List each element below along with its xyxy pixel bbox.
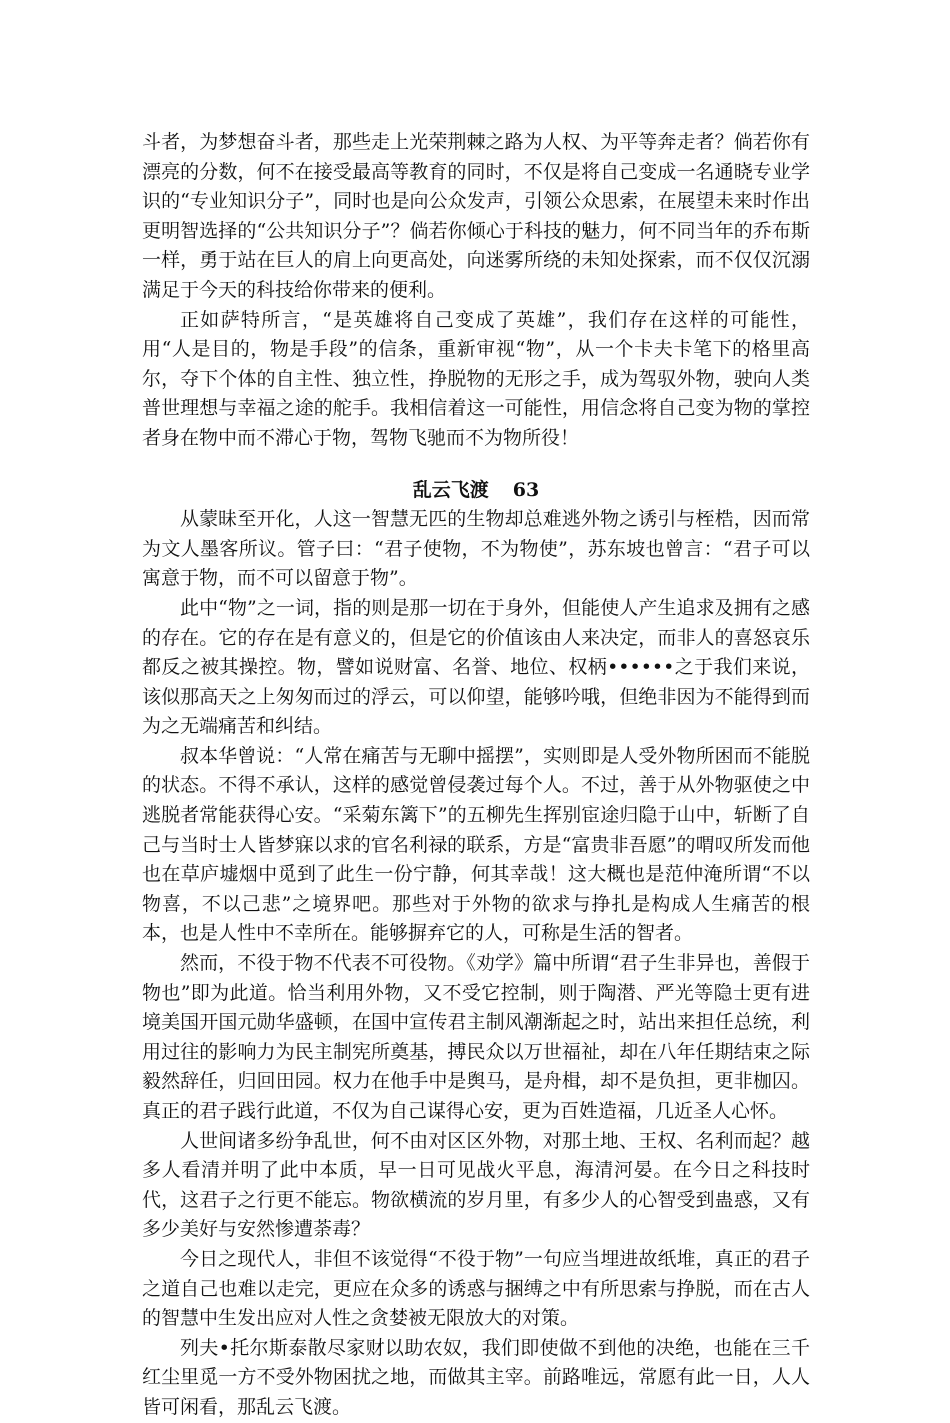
document-page [142, 128, 810, 1423]
essay-title: 乱云飞渡 [412, 478, 489, 501]
essay-paragraph-7: 列夫•托尔斯泰散尽家财以助农奴，我们即使做不到他的决绝，也能在三千红尘里觅一方不受外物困扰之地，而做其主宰。前路唯远，常愿有此一日，人人皆可闲看，那乱云飞渡。 [142, 1336, 810, 1418]
essay-paragraph-5: 人世间诸多纷争乱世，何不由对区区外物，对那土地、王权、名利而起？越多人看清并明了此中本质，早一日可见战火平息，海清河晏。在今日之科技时代，这君子之行更不能忘。物欲横流的岁月里，有多少人的心智受到蛊惑，又有多少美好与安然惨遭荼毒？ [142, 1129, 810, 1241]
essay-paragraph-3: 叔本华曾说：“人常在痛苦与无聊中摇摆”，实则即是人受外物所困而不能脱的状态。不得不承认，这样的感觉曾侵袭过每个人。不过，善于从外物驱使之中逃脱者常能获得心安。“采菊东篱下”的五柳先生挥别宦途归隐于山中，斩断了自己与当时士人皆梦寐以求的官名利禄的联系，方是“富贵非吾愿”的喟叹所发而他也在草庐墟烟中觅到了此生一份宁静，何其幸哉！这大概也是范仲淹所谓“不以物喜，不以己悲”之境界吧。那些对于外物的欲求与挣扎是构成人生痛苦的根本，也是人性中不幸所在。能够摒弃它的人，可称是生活的智者。 [142, 744, 810, 945]
essay-paragraph-4: 然而，不役于物不代表不可役物。《劝学》篇中所谓“君子生非异也，善假于物也”即为此道。恰当利用外物，又不受它控制，则于陶潜、严光等隐士更有进境美国开国元勋华盛顿，在国中宣传君主制风潮渐起之时，站出来担任总统，利用过往的影响力为民主制宪所奠基，搏民众以万世福祉，却在八年任期结束之际毅然辞任，归回田园。权力在他手中是舆马，是舟楫，却不是负担，更非枷囚。真正的君子践行此道，不仅为自己谋得心安，更为百姓造福，几近圣人心怀。 [142, 952, 810, 1122]
essay-heading [142, 476, 810, 506]
essay-paragraph-6: 今日之现代人，非但不该觉得“不役于物”一句应当埋进故纸堆，真正的君子之道自己也难以走完，更应在众多的诱惑与捆缚之中有所思索与挣脱，而在古人的智慧中生发出应对人性之贪婪被无限放大的对策。 [142, 1247, 810, 1330]
essay-number: 63 [512, 478, 540, 501]
essay-paragraph-2: 此中“物”之一词，指的则是那一切在于身外，但能使人产生追求及拥有之感的存在。它的存在是有意义的，但是它的价值该由人来决定，而非人的喜怒哀乐都反之被其操控。物，譬如说财富、名誉、地位、权柄••••••之于我们来说，该似那高天之上匆匆而过的浮云，可以仰望，能够吟哦，但绝非因为不能得到而为之无端痛苦和纠结。 [142, 596, 810, 738]
prev-essay-paragraph-2: 正如萨特所言，“是英雄将自己变成了英雄”，我们存在这样的可能性，用“人是目的，物是手段”的信条，重新审视“物”，从一个卡夫卡笔下的格里高尔，夺下个体的自主性、独立性，挣脱物的无形之手，成为驾驭外物，驶向人类普世理想与幸福之途的舵手。我相信着这一可能性，用信念将自己变为物的掌控者身在物中而不滞心于物，驾物飞驰而不为物所役！ [142, 308, 810, 449]
essay-paragraph-1: 从蒙昧至开化，人这一智慧无匹的生物却总难逃外物之诱引与桎梏，因而常为文人墨客所议。管子曰：“君子使物，不为物使”，苏东坡也曾言：“君子可以寓意于物，而不可以留意于物”。 [142, 508, 810, 590]
prev-essay-paragraph-1: 斗者，为梦想奋斗者，那些走上光荣荆棘之路为人权、为平等奔走者？倘若你有漂亮的分数，何不在接受最高等教育的同时，不仅是将自己变成一名通晓专业学识的“专业知识分子”，同时也是向公众发声，引领公众思索，在展望未来时作出更明智选择的“公共知识分子”？倘若你倾心于科技的魅力，何不同当年的乔布斯一样，勇于站在巨人的肩上向更高处，向迷雾所绕的未知处探索，而不仅仅沉溺满足于今天的科技给你带来的便利。 [142, 131, 810, 301]
